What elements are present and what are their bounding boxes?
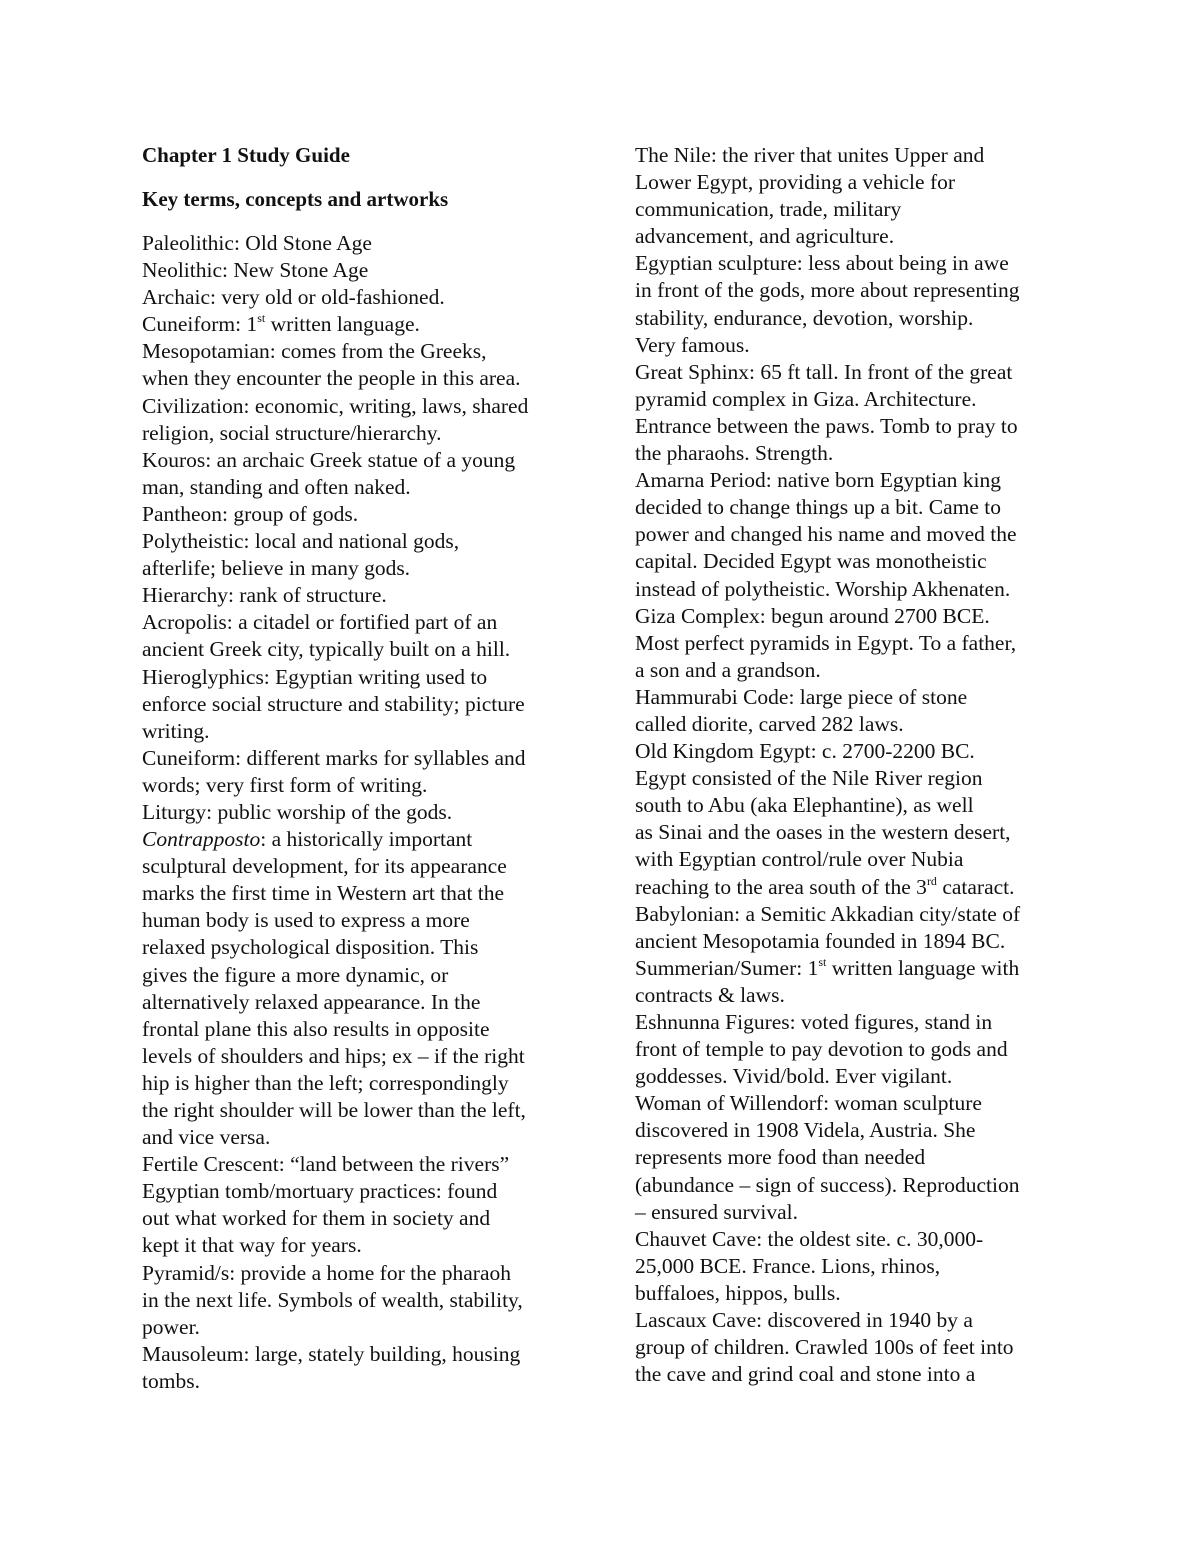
- term-line: the cave and grind coal and stone into a: [635, 1362, 976, 1387]
- term-line: group of children. Crawled 100s of feet into: [635, 1335, 1014, 1360]
- term-line: a son and a grandson.: [635, 657, 821, 682]
- term-line: Paleolithic: Old Stone Age: [142, 231, 372, 255]
- term-line: called diorite, carved 282 laws.: [635, 711, 904, 736]
- term-line: Egypt consisted of the Nile River region: [635, 766, 983, 791]
- term-line-sumer: [635, 955, 1075, 982]
- term-line: Very famous.: [635, 332, 750, 357]
- term-line: Chauvet Cave: the oldest site. c. 30,000-: [635, 1226, 984, 1251]
- italic-term: Contrapposto: [142, 827, 261, 852]
- term-line: Pyramid/s: provide a home for the pharaoh: [142, 1260, 511, 1285]
- term-text: written language.: [265, 312, 420, 337]
- term-line: Egyptian sculpture: less about being in awe: [635, 251, 1009, 276]
- term-line: Mesopotamian: comes from the Greeks,: [142, 339, 487, 364]
- term-line: Mausoleum: large, stately building, housing: [142, 1341, 521, 1366]
- term-line: pyramid complex in Giza. Architecture.: [635, 386, 977, 411]
- term-line: Lower Egypt, providing a vehicle for: [635, 170, 956, 195]
- term-line: Hierarchy: rank of structure.: [142, 583, 387, 608]
- term-text: Summerian/Sumer: 1: [635, 955, 819, 980]
- term-line: goddesses. Vivid/bold. Ever vigilant.: [635, 1064, 953, 1089]
- term-line: Giza Complex: begun around 2700 BCE.: [635, 603, 990, 628]
- term-line: ancient Greek city, typically built on a hill.: [142, 637, 511, 662]
- term-line: Egyptian tomb/mortuary practices: found: [142, 1179, 498, 1204]
- term-line: enforce social structure and stability; picture: [142, 691, 525, 716]
- left-column: [142, 142, 582, 1395]
- term-line-cuneiform: [142, 311, 582, 338]
- superscript: st: [818, 954, 827, 969]
- term-line: contracts & laws.: [635, 982, 785, 1007]
- term-line: marks the first time in Western art that the: [142, 881, 505, 906]
- term-line: Babylonian: a Semitic Akkadian city/state of: [635, 901, 1021, 926]
- term-line: Civilization: economic, writing, laws, shared: [142, 393, 529, 418]
- term-line: hip is higher than the left; correspondingly: [142, 1070, 509, 1095]
- term-line: Liturgy: public worship of the gods.: [142, 799, 453, 824]
- term-line: Neolithic: New Stone Age: [142, 258, 369, 283]
- term-line: 25,000 BCE. France. Lions, rhinos,: [635, 1253, 941, 1278]
- term-text: Cuneiform: 1: [142, 312, 258, 337]
- term-line: south to Abu (aka Elephantine), as well: [635, 793, 974, 818]
- term-line: capital. Decided Egypt was monotheistic: [635, 549, 987, 574]
- page-title: Chapter 1 Study Guide: [142, 143, 350, 167]
- term-line: afterlife; believe in many gods.: [142, 556, 411, 581]
- term-line: human body is used to express a more: [142, 908, 470, 933]
- term-line: represents more food than needed: [635, 1145, 926, 1170]
- term-line: writing.: [142, 718, 210, 743]
- term-line-contrapposto: [142, 826, 582, 853]
- term-line: with Egyptian control/rule over Nubia: [635, 847, 964, 872]
- term-text: reaching to the area south of the 3: [635, 874, 927, 899]
- term-line: in the next life. Symbols of wealth, stability,: [142, 1287, 523, 1312]
- term-text: : a historically important: [260, 827, 473, 852]
- term-line: and vice versa.: [142, 1125, 271, 1150]
- term-line: Old Kingdom Egypt: c. 2700-2200 BC.: [635, 739, 975, 764]
- page-subtitle: Key terms, concepts and artworks: [142, 187, 449, 211]
- term-line: out what worked for them in society and: [142, 1206, 491, 1231]
- term-line: kept it that way for years.: [142, 1233, 362, 1258]
- term-line: levels of shoulders and hips; ex – if the right: [142, 1043, 525, 1068]
- term-line: alternatively relaxed appearance. In the: [142, 989, 481, 1014]
- term-line: tombs.: [142, 1368, 200, 1393]
- term-line: Polytheistic: local and national gods,: [142, 529, 460, 554]
- term-line: religion, social structure/hierarchy.: [142, 420, 442, 445]
- term-line-cataract: [635, 874, 1075, 901]
- term-line: when they encounter the people in this area.: [142, 366, 521, 391]
- term-line: Hammurabi Code: large piece of stone: [635, 684, 968, 709]
- term-line: power.: [142, 1314, 200, 1339]
- term-line: stability, endurance, devotion, worship.: [635, 305, 974, 330]
- term-text: written language with: [826, 955, 1020, 980]
- superscript: st: [257, 311, 266, 326]
- term-line: gives the figure a more dynamic, or: [142, 962, 449, 987]
- term-line: discovered in 1908 Videla, Austria. She: [635, 1118, 976, 1143]
- term-line: Acropolis: a citadel or fortified part of an: [142, 610, 498, 635]
- term-line: power and changed his name and moved the: [635, 522, 1017, 547]
- term-line: the pharaohs. Strength.: [635, 441, 834, 466]
- term-line: The Nile: the river that unites Upper and: [635, 143, 985, 167]
- right-column: [635, 142, 1075, 1388]
- term-line: ancient Mesopotamia founded in 1894 BC.: [635, 928, 1006, 953]
- term-line: Kouros: an archaic Greek statue of a young: [142, 447, 516, 472]
- term-line: relaxed psychological disposition. This: [142, 935, 479, 960]
- term-line: man, standing and often naked.: [142, 474, 411, 499]
- term-line: decided to change things up a bit. Came to: [635, 495, 1002, 520]
- term-text: cataract.: [936, 874, 1015, 899]
- term-line: Pantheon: group of gods.: [142, 501, 359, 526]
- term-line: Great Sphinx: 65 ft tall. In front of the great: [635, 359, 1013, 384]
- term-line: advancement, and agriculture.: [635, 224, 895, 249]
- term-line: Most perfect pyramids in Egypt. To a father,: [635, 630, 1017, 655]
- term-line: frontal plane this also results in opposite: [142, 1016, 490, 1041]
- term-line: Eshnunna Figures: voted figures, stand in: [635, 1010, 993, 1034]
- term-line: Lascaux Cave: discovered in 1940 by a: [635, 1308, 973, 1333]
- term-line: Amarna Period: native born Egyptian king: [635, 468, 1002, 493]
- term-line: in front of the gods, more about representing: [635, 278, 1020, 303]
- term-line: Cuneiform: different marks for syllables and: [142, 745, 526, 770]
- term-line: front of temple to pay devotion to gods and: [635, 1037, 1008, 1062]
- term-line: words; very first form of writing.: [142, 772, 428, 797]
- term-line: Woman of Willendorf: woman sculpture: [635, 1091, 982, 1116]
- term-line: Fertile Crescent: “land between the rivers”: [142, 1152, 510, 1177]
- term-line: Entrance between the paws. Tomb to pray to: [635, 413, 1018, 438]
- superscript: rd: [926, 873, 937, 888]
- term-line: Archaic: very old or old-fashioned.: [142, 285, 445, 310]
- term-line: sculptural development, for its appearance: [142, 854, 507, 879]
- spacer: [142, 213, 582, 230]
- term-line: (abundance – sign of success). Reproduction: [635, 1172, 1020, 1197]
- term-line: as Sinai and the oases in the western desert,: [635, 820, 1011, 845]
- term-line: buffaloes, hippos, bulls.: [635, 1280, 841, 1305]
- term-line: communication, trade, military: [635, 197, 902, 222]
- term-line: the right shoulder will be lower than the left,: [142, 1098, 526, 1122]
- term-line: – ensured survival.: [635, 1199, 799, 1224]
- term-line: Hieroglyphics: Egyptian writing used to: [142, 664, 488, 689]
- term-line: instead of polytheistic. Worship Akhenaten.: [635, 576, 1011, 601]
